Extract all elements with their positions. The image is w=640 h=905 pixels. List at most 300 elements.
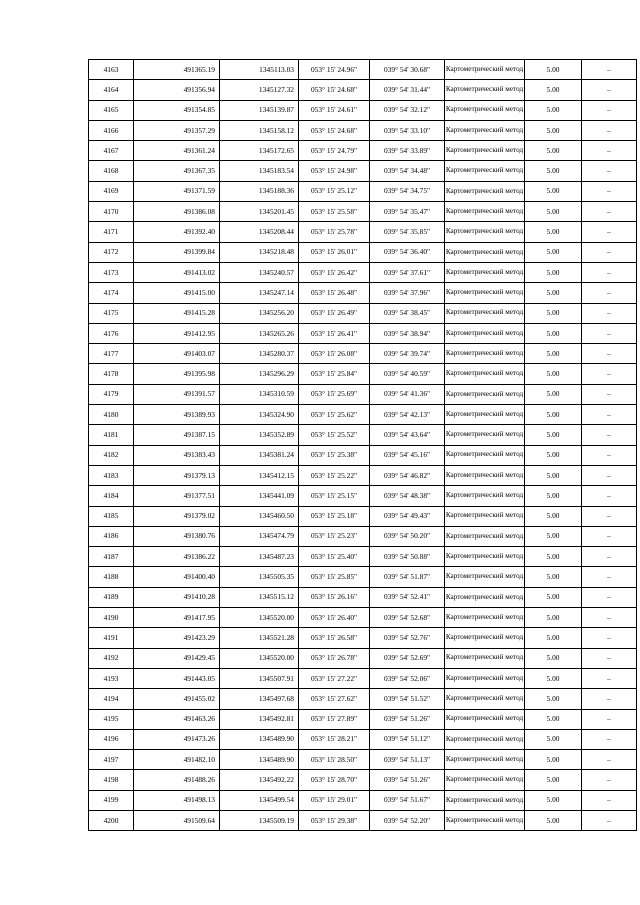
y-coordinate-cell: 1345201.45	[220, 202, 299, 222]
method-cell: Картометрический метод	[445, 770, 525, 790]
latitude-cell: 053° 15' 25.85"	[299, 567, 370, 587]
method-cell: Картометрический метод	[445, 405, 525, 425]
x-coordinate-cell: 491392.40	[134, 222, 220, 242]
point-number-cell: 4181	[89, 425, 134, 445]
longitude-cell: 039° 54' 52.20"	[370, 810, 445, 830]
point-number-cell: 4169	[89, 181, 134, 201]
longitude-cell: 039° 54' 46.82"	[370, 465, 445, 485]
point-number-cell: 4200	[89, 810, 134, 830]
note-cell: –	[582, 303, 637, 323]
y-coordinate-cell: 1345489.90	[220, 750, 299, 770]
accuracy-cell: 5.00	[525, 181, 582, 201]
longitude-cell: 039° 54' 40.59"	[370, 364, 445, 384]
longitude-cell: 039° 54' 34.75"	[370, 181, 445, 201]
point-number-cell: 4166	[89, 120, 134, 140]
accuracy-cell: 5.00	[525, 465, 582, 485]
x-coordinate-cell: 491389.93	[134, 405, 220, 425]
note-cell: –	[582, 465, 637, 485]
x-coordinate-cell: 491403.07	[134, 344, 220, 364]
note-cell: –	[582, 141, 637, 161]
y-coordinate-cell: 1345139.87	[220, 100, 299, 120]
x-coordinate-cell: 491380.76	[134, 526, 220, 546]
longitude-cell: 039° 54' 36.40"	[370, 242, 445, 262]
method-cell: Картометрический метод	[445, 628, 525, 648]
accuracy-cell: 5.00	[525, 262, 582, 282]
y-coordinate-cell: 1345520.00	[220, 608, 299, 628]
y-coordinate-cell: 1345520.00	[220, 648, 299, 668]
y-coordinate-cell: 1345208.44	[220, 222, 299, 242]
accuracy-cell: 5.00	[525, 222, 582, 242]
table-row	[89, 181, 637, 201]
y-coordinate-cell: 1345474.79	[220, 526, 299, 546]
y-coordinate-cell: 1345499.54	[220, 790, 299, 810]
latitude-cell: 053° 15' 26.49"	[299, 303, 370, 323]
longitude-cell: 039° 54' 51.13"	[370, 750, 445, 770]
accuracy-cell: 5.00	[525, 750, 582, 770]
accuracy-cell: 5.00	[525, 547, 582, 567]
y-coordinate-cell: 1345247.14	[220, 283, 299, 303]
y-coordinate-cell: 1345172.65	[220, 141, 299, 161]
y-coordinate-cell: 1345487.23	[220, 547, 299, 567]
method-cell: Картометрический метод	[445, 608, 525, 628]
accuracy-cell: 5.00	[525, 425, 582, 445]
y-coordinate-cell: 1345492.81	[220, 709, 299, 729]
point-number-cell: 4194	[89, 689, 134, 709]
longitude-cell: 039° 54' 51.26"	[370, 770, 445, 790]
method-cell: Картометрический метод	[445, 222, 525, 242]
latitude-cell: 053° 15' 27.22"	[299, 668, 370, 688]
accuracy-cell: 5.00	[525, 567, 582, 587]
table-row	[89, 486, 637, 506]
note-cell: –	[582, 242, 637, 262]
y-coordinate-cell: 1345505.35	[220, 567, 299, 587]
longitude-cell: 039° 54' 51.87"	[370, 567, 445, 587]
point-number-cell: 4198	[89, 770, 134, 790]
longitude-cell: 039° 54' 45.16"	[370, 445, 445, 465]
x-coordinate-cell: 491377.51	[134, 486, 220, 506]
table-row	[89, 750, 637, 770]
table-row	[89, 790, 637, 810]
method-cell: Картометрический метод	[445, 810, 525, 830]
longitude-cell: 039° 54' 52.69"	[370, 648, 445, 668]
method-cell: Картометрический метод	[445, 161, 525, 181]
method-cell: Картометрический метод	[445, 120, 525, 140]
x-coordinate-cell: 491354.85	[134, 100, 220, 120]
note-cell: –	[582, 161, 637, 181]
y-coordinate-cell: 1345521.28	[220, 628, 299, 648]
latitude-cell: 053° 15' 25.18"	[299, 506, 370, 526]
point-number-cell: 4170	[89, 202, 134, 222]
table-row	[89, 689, 637, 709]
point-number-cell: 4190	[89, 608, 134, 628]
x-coordinate-cell: 491423.29	[134, 628, 220, 648]
point-number-cell: 4180	[89, 405, 134, 425]
accuracy-cell: 5.00	[525, 303, 582, 323]
accuracy-cell: 5.00	[525, 80, 582, 100]
accuracy-cell: 5.00	[525, 810, 582, 830]
latitude-cell: 053° 15' 25.15"	[299, 486, 370, 506]
x-coordinate-cell: 491365.19	[134, 60, 220, 80]
y-coordinate-cell: 1345296.29	[220, 364, 299, 384]
accuracy-cell: 5.00	[525, 526, 582, 546]
latitude-cell: 053° 15' 26.58"	[299, 628, 370, 648]
y-coordinate-cell: 1345507.91	[220, 668, 299, 688]
latitude-cell: 053° 15' 29.38"	[299, 810, 370, 830]
method-cell: Картометрический метод	[445, 425, 525, 445]
latitude-cell: 053° 15' 29.01"	[299, 790, 370, 810]
longitude-cell: 039° 54' 42.13"	[370, 405, 445, 425]
note-cell: –	[582, 750, 637, 770]
method-cell: Картометрический метод	[445, 344, 525, 364]
latitude-cell: 053° 15' 25.12"	[299, 181, 370, 201]
method-cell: Картометрический метод	[445, 60, 525, 80]
accuracy-cell: 5.00	[525, 770, 582, 790]
accuracy-cell: 5.00	[525, 668, 582, 688]
note-cell: –	[582, 608, 637, 628]
table-row	[89, 364, 637, 384]
x-coordinate-cell: 491498.13	[134, 790, 220, 810]
y-coordinate-cell: 1345113.03	[220, 60, 299, 80]
note-cell: –	[582, 770, 637, 790]
longitude-cell: 039° 54' 52.76"	[370, 628, 445, 648]
latitude-cell: 053° 15' 25.52"	[299, 425, 370, 445]
note-cell: –	[582, 445, 637, 465]
y-coordinate-cell: 1345265.26	[220, 323, 299, 343]
method-cell: Картометрический метод	[445, 202, 525, 222]
table-row	[89, 587, 637, 607]
table-row	[89, 303, 637, 323]
x-coordinate-cell: 491395.98	[134, 364, 220, 384]
note-cell: –	[582, 323, 637, 343]
method-cell: Картометрический метод	[445, 323, 525, 343]
point-number-cell: 4182	[89, 445, 134, 465]
longitude-cell: 039° 54' 51.26"	[370, 709, 445, 729]
note-cell: –	[582, 80, 637, 100]
note-cell: –	[582, 790, 637, 810]
accuracy-cell: 5.00	[525, 608, 582, 628]
x-coordinate-cell: 491443.05	[134, 668, 220, 688]
y-coordinate-cell: 1345218.48	[220, 242, 299, 262]
x-coordinate-cell: 491361.24	[134, 141, 220, 161]
point-number-cell: 4163	[89, 60, 134, 80]
x-coordinate-cell: 491386.22	[134, 547, 220, 567]
table-row	[89, 161, 637, 181]
point-number-cell: 4191	[89, 628, 134, 648]
latitude-cell: 053° 15' 27.89"	[299, 709, 370, 729]
y-coordinate-cell: 1345509.19	[220, 810, 299, 830]
x-coordinate-cell: 491371.59	[134, 181, 220, 201]
point-number-cell: 4174	[89, 283, 134, 303]
x-coordinate-cell: 491455.02	[134, 689, 220, 709]
accuracy-cell: 5.00	[525, 486, 582, 506]
longitude-cell: 039° 54' 50.88"	[370, 547, 445, 567]
latitude-cell: 053° 15' 26.40"	[299, 608, 370, 628]
latitude-cell: 053° 15' 27.62"	[299, 689, 370, 709]
point-number-cell: 4184	[89, 486, 134, 506]
longitude-cell: 039° 54' 43.64"	[370, 425, 445, 445]
y-coordinate-cell: 1345515.12	[220, 587, 299, 607]
note-cell: –	[582, 60, 637, 80]
x-coordinate-cell: 491415.00	[134, 283, 220, 303]
y-coordinate-cell: 1345352.89	[220, 425, 299, 445]
x-coordinate-cell: 491383.43	[134, 445, 220, 465]
point-number-cell: 4178	[89, 364, 134, 384]
note-cell: –	[582, 648, 637, 668]
table-row	[89, 262, 637, 282]
point-number-cell: 4189	[89, 587, 134, 607]
x-coordinate-cell: 491412.95	[134, 323, 220, 343]
point-number-cell: 4175	[89, 303, 134, 323]
longitude-cell: 039° 54' 34.48"	[370, 161, 445, 181]
method-cell: Картометрический метод	[445, 465, 525, 485]
note-cell: –	[582, 729, 637, 749]
method-cell: Картометрический метод	[445, 648, 525, 668]
latitude-cell: 053° 15' 25.40"	[299, 547, 370, 567]
x-coordinate-cell: 491413.02	[134, 262, 220, 282]
note-cell: –	[582, 425, 637, 445]
table-row	[89, 80, 637, 100]
y-coordinate-cell: 1345441.09	[220, 486, 299, 506]
latitude-cell: 053° 15' 25.78"	[299, 222, 370, 242]
accuracy-cell: 5.00	[525, 729, 582, 749]
longitude-cell: 039° 54' 51.67"	[370, 790, 445, 810]
table-row	[89, 648, 637, 668]
y-coordinate-cell: 1345381.24	[220, 445, 299, 465]
accuracy-cell: 5.00	[525, 648, 582, 668]
accuracy-cell: 5.00	[525, 323, 582, 343]
note-cell: –	[582, 486, 637, 506]
accuracy-cell: 5.00	[525, 506, 582, 526]
accuracy-cell: 5.00	[525, 587, 582, 607]
point-number-cell: 4167	[89, 141, 134, 161]
point-number-cell: 4193	[89, 668, 134, 688]
latitude-cell: 053° 15' 25.69"	[299, 384, 370, 404]
longitude-cell: 039° 54' 35.85"	[370, 222, 445, 242]
latitude-cell: 053° 15' 26.16"	[299, 587, 370, 607]
x-coordinate-cell: 491386.08	[134, 202, 220, 222]
accuracy-cell: 5.00	[525, 790, 582, 810]
table-row	[89, 526, 637, 546]
method-cell: Картометрический метод	[445, 100, 525, 120]
point-number-cell: 4177	[89, 344, 134, 364]
method-cell: Картометрический метод	[445, 587, 525, 607]
longitude-cell: 039° 54' 33.89"	[370, 141, 445, 161]
latitude-cell: 053° 15' 25.62"	[299, 405, 370, 425]
accuracy-cell: 5.00	[525, 364, 582, 384]
method-cell: Картометрический метод	[445, 384, 525, 404]
latitude-cell: 053° 15' 24.68"	[299, 120, 370, 140]
x-coordinate-cell: 491488.26	[134, 770, 220, 790]
latitude-cell: 053° 15' 26.78"	[299, 648, 370, 668]
note-cell: –	[582, 283, 637, 303]
note-cell: –	[582, 262, 637, 282]
latitude-cell: 053° 15' 24.79"	[299, 141, 370, 161]
x-coordinate-cell: 491509.64	[134, 810, 220, 830]
table-body	[89, 60, 637, 831]
latitude-cell: 053° 15' 26.42"	[299, 262, 370, 282]
point-number-cell: 4192	[89, 648, 134, 668]
accuracy-cell: 5.00	[525, 242, 582, 262]
method-cell: Картометрический метод	[445, 750, 525, 770]
longitude-cell: 039° 54' 37.61"	[370, 262, 445, 282]
y-coordinate-cell: 1345183.54	[220, 161, 299, 181]
y-coordinate-cell: 1345497.68	[220, 689, 299, 709]
point-number-cell: 4188	[89, 567, 134, 587]
accuracy-cell: 5.00	[525, 283, 582, 303]
note-cell: –	[582, 668, 637, 688]
table-row	[89, 729, 637, 749]
method-cell: Картометрический метод	[445, 547, 525, 567]
point-number-cell: 4199	[89, 790, 134, 810]
point-number-cell: 4195	[89, 709, 134, 729]
accuracy-cell: 5.00	[525, 344, 582, 364]
method-cell: Картометрический метод	[445, 526, 525, 546]
point-number-cell: 4196	[89, 729, 134, 749]
longitude-cell: 039° 54' 37.96"	[370, 283, 445, 303]
longitude-cell: 039° 54' 35.47"	[370, 202, 445, 222]
table-row	[89, 709, 637, 729]
accuracy-cell: 5.00	[525, 628, 582, 648]
point-number-cell: 4171	[89, 222, 134, 242]
x-coordinate-cell: 491415.28	[134, 303, 220, 323]
point-number-cell: 4197	[89, 750, 134, 770]
table-row	[89, 567, 637, 587]
y-coordinate-cell: 1345492.22	[220, 770, 299, 790]
table-row	[89, 384, 637, 404]
x-coordinate-cell: 491391.57	[134, 384, 220, 404]
accuracy-cell: 5.00	[525, 60, 582, 80]
accuracy-cell: 5.00	[525, 709, 582, 729]
note-cell: –	[582, 364, 637, 384]
accuracy-cell: 5.00	[525, 445, 582, 465]
method-cell: Картометрический метод	[445, 242, 525, 262]
x-coordinate-cell: 491410.28	[134, 587, 220, 607]
latitude-cell: 053° 15' 24.61"	[299, 100, 370, 120]
accuracy-cell: 5.00	[525, 120, 582, 140]
point-number-cell: 4179	[89, 384, 134, 404]
latitude-cell: 053° 15' 25.84"	[299, 364, 370, 384]
method-cell: Картометрический метод	[445, 303, 525, 323]
y-coordinate-cell: 1345158.12	[220, 120, 299, 140]
note-cell: –	[582, 202, 637, 222]
longitude-cell: 039° 54' 50.20"	[370, 526, 445, 546]
accuracy-cell: 5.00	[525, 689, 582, 709]
longitude-cell: 039° 54' 41.36"	[370, 384, 445, 404]
method-cell: Картометрический метод	[445, 689, 525, 709]
method-cell: Картометрический метод	[445, 506, 525, 526]
point-number-cell: 4183	[89, 465, 134, 485]
longitude-cell: 039° 54' 32.12"	[370, 100, 445, 120]
latitude-cell: 053° 15' 25.22"	[299, 465, 370, 485]
latitude-cell: 053° 15' 28.50"	[299, 750, 370, 770]
method-cell: Картометрический метод	[445, 729, 525, 749]
longitude-cell: 039° 54' 48.38"	[370, 486, 445, 506]
latitude-cell: 053° 15' 26.41"	[299, 323, 370, 343]
longitude-cell: 039° 54' 30.68"	[370, 60, 445, 80]
note-cell: –	[582, 222, 637, 242]
x-coordinate-cell: 491400.40	[134, 567, 220, 587]
x-coordinate-cell: 491387.15	[134, 425, 220, 445]
note-cell: –	[582, 384, 637, 404]
method-cell: Картометрический метод	[445, 283, 525, 303]
note-cell: –	[582, 405, 637, 425]
accuracy-cell: 5.00	[525, 384, 582, 404]
latitude-cell: 053° 15' 24.96"	[299, 60, 370, 80]
note-cell: –	[582, 810, 637, 830]
latitude-cell: 053° 15' 24.68"	[299, 80, 370, 100]
note-cell: –	[582, 567, 637, 587]
note-cell: –	[582, 120, 637, 140]
table-row	[89, 120, 637, 140]
note-cell: –	[582, 344, 637, 364]
longitude-cell: 039° 54' 33.10"	[370, 120, 445, 140]
note-cell: –	[582, 526, 637, 546]
y-coordinate-cell: 1345240.57	[220, 262, 299, 282]
latitude-cell: 053° 15' 25.23"	[299, 526, 370, 546]
point-number-cell: 4164	[89, 80, 134, 100]
longitude-cell: 039° 54' 52.06"	[370, 668, 445, 688]
longitude-cell: 039° 54' 49.43"	[370, 506, 445, 526]
latitude-cell: 053° 15' 25.58"	[299, 202, 370, 222]
longitude-cell: 039° 54' 38.94"	[370, 323, 445, 343]
x-coordinate-cell: 491356.94	[134, 80, 220, 100]
latitude-cell: 053° 15' 26.48"	[299, 283, 370, 303]
accuracy-cell: 5.00	[525, 141, 582, 161]
x-coordinate-cell: 491473.26	[134, 729, 220, 749]
table-row	[89, 141, 637, 161]
latitude-cell: 053° 15' 24.98"	[299, 161, 370, 181]
table-row	[89, 100, 637, 120]
y-coordinate-cell: 1345310.59	[220, 384, 299, 404]
longitude-cell: 039° 54' 31.44"	[370, 80, 445, 100]
longitude-cell: 039° 54' 52.41"	[370, 587, 445, 607]
coordinates-table	[88, 59, 637, 831]
table-row	[89, 242, 637, 262]
y-coordinate-cell: 1345256.20	[220, 303, 299, 323]
table-row	[89, 60, 637, 80]
longitude-cell: 039° 54' 51.12"	[370, 729, 445, 749]
table-row	[89, 810, 637, 830]
table-row	[89, 344, 637, 364]
x-coordinate-cell: 491379.13	[134, 465, 220, 485]
y-coordinate-cell: 1345460.50	[220, 506, 299, 526]
note-cell: –	[582, 506, 637, 526]
method-cell: Картометрический метод	[445, 668, 525, 688]
method-cell: Картометрический метод	[445, 567, 525, 587]
x-coordinate-cell: 491429.45	[134, 648, 220, 668]
latitude-cell: 053° 15' 28.70"	[299, 770, 370, 790]
table-row	[89, 283, 637, 303]
x-coordinate-cell: 491482.10	[134, 750, 220, 770]
note-cell: –	[582, 100, 637, 120]
note-cell: –	[582, 689, 637, 709]
y-coordinate-cell: 1345324.90	[220, 405, 299, 425]
table-row	[89, 547, 637, 567]
table-row	[89, 222, 637, 242]
note-cell: –	[582, 587, 637, 607]
method-cell: Картометрический метод	[445, 262, 525, 282]
point-number-cell: 4185	[89, 506, 134, 526]
note-cell: –	[582, 628, 637, 648]
latitude-cell: 053° 15' 26.01"	[299, 242, 370, 262]
point-number-cell: 4172	[89, 242, 134, 262]
table-row	[89, 506, 637, 526]
note-cell: –	[582, 181, 637, 201]
latitude-cell: 053° 15' 28.21"	[299, 729, 370, 749]
point-number-cell: 4165	[89, 100, 134, 120]
point-number-cell: 4176	[89, 323, 134, 343]
method-cell: Картометрический метод	[445, 80, 525, 100]
